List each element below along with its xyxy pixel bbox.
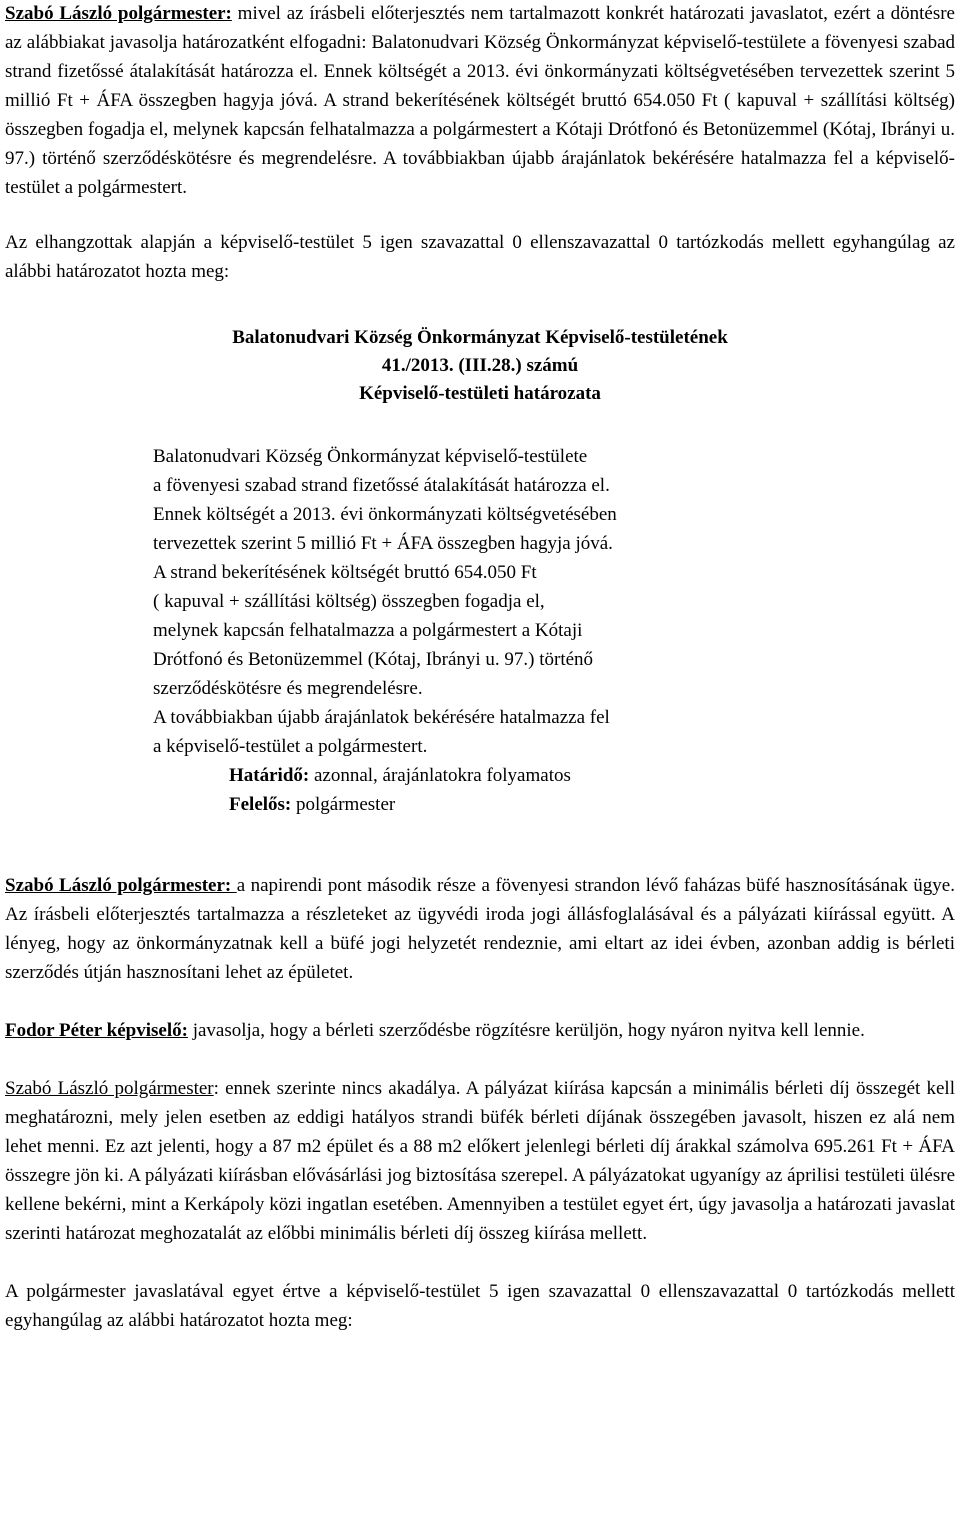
paragraph-vote-intro: Az elhangzottak alapján a képviselő-testület 5 igen szavazattal 0 ellenszavazattal 0 tartózkodás mellett egyhangúlag az alábbi határozatot hozta meg:	[5, 232, 955, 282]
resolution-line: a képviselő-testület a polgármestert.	[153, 736, 428, 757]
resolution-line: Drótfonó és Betonüzemmel (Kótaj, Ibrányi u. 97.) történő	[153, 649, 594, 670]
paragraph-mayor-rent	[5, 1074, 955, 1248]
resolution-line: szerződéskötésre és megrendelésre.	[153, 678, 423, 699]
speaker-mayor: Szabó László polgármester	[5, 1078, 214, 1099]
resolution-line: A strand bekerítésének költségét bruttó 654.050 Ft	[153, 562, 537, 583]
paragraph-final-vote: A polgármester javaslatával egyet értve a képviselő-testület 5 igen szavazattal 0 ellenszavazattal 0 tartózkodás mellett egyhangúlag az alábbi határozatot hozta meg:	[5, 1281, 955, 1331]
resolution-number: 41./2013. (III.28.) számú	[381, 355, 579, 376]
responsible-row	[229, 790, 955, 819]
resolution-body	[153, 442, 955, 761]
paragraph-text: : ennek szerinte nincs akadálya. A pályázat kiírása kapcsán a minimális bérleti díj összegét kell meghatározni, mely jelen esetben az eddigi hatályos strandi büfék bérleti díjának összegében javasolt, hiszen ez alá nem lehet menni. Ez azt jelenti, hogy a 87 m2 épület és a 88 m2 előkert jelenlegi bérleti díj árakkal számolva 695.261 Ft + ÁFA összegre jön ki. A pályázati kiírásban elővásárlási jog biztosítása szerepel. A pályázatokat ugyanígy az áprilisi testületi ülésre kellene bekérni, mint a Kerkápoly közi ingatlan esetében. Amennyiben a testület egyet ért, úgy javasolja a határozati javaslat szerinti határozat meghozatalát az előbbi minimális bérleti díj összeg kiírása mellett.	[5, 1078, 955, 1244]
resolution-line: ( kapuval + szállítási költség) összegben fogadja el,	[153, 591, 545, 612]
paragraph-mayor-buffet	[5, 871, 955, 987]
paragraph-text: a napirendi pont második része a fövenyesi strandon lévő faházas büfé hasznosításának ügye. Az írásbeli előterjesztés tartalmazza a részleteket az ügyvédi iroda jogi állásfoglalásával és a pályázati kiírással együtt. A lényeg, hogy az önkormányzatnak kell a büfé jogi helyzetét rendeznie, ami eltart az idei évben, azonban addig is bérleti szerződés útján hasznosítani lehet az épületet.	[5, 875, 955, 983]
deadline-row	[229, 761, 955, 790]
paragraph-fodor	[5, 1016, 955, 1045]
resolution-line: Ennek költségét a 2013. évi önkormányzati költségvetésében	[153, 504, 617, 525]
speaker-mayor: Szabó László polgármester:	[5, 875, 237, 896]
resolution-heading	[5, 324, 955, 408]
paragraph-mayor-proposal	[5, 0, 955, 202]
resolution-line: A továbbiakban újabb árajánlatok bekérésére hatalmazza fel	[153, 707, 610, 728]
resolution-line: a fövenyesi szabad strand fizetőssé átalakítását határozza el.	[153, 475, 610, 496]
deadline-value: azonnal, árajánlatokra folyamatos	[309, 765, 571, 786]
speaker-fodor: Fodor Péter képviselő:	[5, 1020, 188, 1041]
speaker-mayor: Szabó László polgármester:	[5, 3, 232, 24]
resolution-line: tervezettek szerint 5 millió Ft + ÁFA összegben hagyja jóvá.	[153, 533, 613, 554]
resolution-line: Balatonudvari Község Önkormányzat képviselő-testülete	[153, 446, 588, 467]
resolution-line: melynek kapcsán felhatalmazza a polgármestert a Kótaji	[153, 620, 583, 641]
responsible-label: Felelős:	[229, 794, 292, 815]
deadline-label: Határidő:	[229, 765, 310, 786]
responsible-value: polgármester	[291, 794, 396, 815]
resolution-title-line-3: Képviselő-testületi határozata	[359, 383, 601, 404]
paragraph-text: javasolja, hogy a bérleti szerződésbe rögzítésre kerüljön, hogy nyáron nyitva kell lennie.	[187, 1020, 865, 1041]
resolution-deadlines	[229, 761, 955, 819]
paragraph-text: mivel az írásbeli előterjesztés nem tartalmazott konkrét határozati javaslatot, ezért a döntésre az alábbiakat javasolja határozatként elfogadni: Balatonudvari Község Önkormányzat képviselő-testülete a fövenyesi szabad strand fizetőssé átalakítását határozza el. Ennek költségét a 2013. évi önkormányzati költségvetésében tervezettek szerint 5 millió Ft + ÁFA összegben hagyja jóvá. A strand bekerítésének költségét bruttó 654.050 Ft ( kapuval + szállítási költség) összegben fogadja el, melynek kapcsán felhatalmazza a polgármestert a Kótaji Drótfonó és Betonüzemmel (Kótaj, Ibrányi u. 97.) történő szerződéskötésre és megrendelésre. A továbbiakban újabb árajánlatok bekérésére hatalmazza fel a képviselő- testület a polgármestert.	[5, 3, 955, 198]
resolution-title-line-1: Balatonudvari Község Önkormányzat Képviselő-testületének	[232, 327, 728, 348]
